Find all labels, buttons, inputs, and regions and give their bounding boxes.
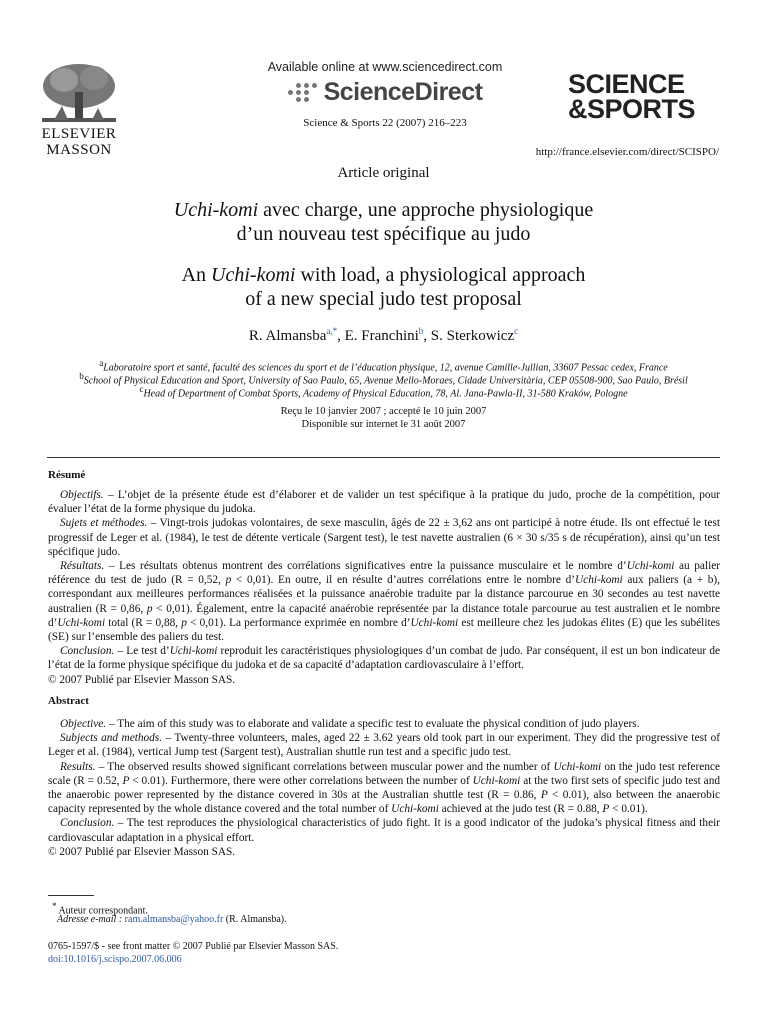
italic-term: P [602,803,610,816]
sciencedirect-dots-icon [288,83,318,102]
title-french [0,198,767,246]
journal-url[interactable]: http://france.elsevier.com/direct/SCISPO/ [535,146,719,158]
abstract-objective [48,717,720,731]
italic-term: Uchi-komi [472,774,521,787]
abstract-heading: Abstract [48,695,89,707]
paragraph-text: – L’objet de la présente étude est d’élaborer et de valider un test spécifique à la pratique du judo, proche de la compétition, pour évaluer l’état de la forme physique du judoka. [48,489,720,516]
paragraph-text: on the judo test reference scale (R = 0.52, [48,760,720,787]
italic-term: Uchi-komi [57,616,106,629]
journal-logo-line1: SCIENCE [568,69,685,99]
paragraph-text: < 0,01). Également, entre la capacité anaérobie représentée par la distance totale parcourue au test australien et le nombre d’ [48,602,720,629]
italic-term: Uchi-komi [626,560,675,573]
title-fr-italic: Uchi-komi [173,199,259,221]
paragraph-text: – The test reproduces the physiological characteristics of judo fight. It is a good indicator of the judoka’s physical fitness and their cardiovascular adaptation in a physical effort. [48,817,720,844]
paragraph-text: au palier référence du test de judo (R = 0,52, [48,560,721,587]
email-link[interactable]: ram.almansba@yahoo.fr [124,914,224,925]
italic-term: Uchi-komi [553,760,602,773]
sciencedirect-logo [240,78,530,107]
paragraph-text: total (R = 0,88, [105,616,182,629]
paragraph-label: Results. [60,760,96,773]
paragraph-text: < 0.01), also between the anaerobic capacity represented by the whole distance covered and the total number of [48,789,720,816]
abstract-copyright: © 2007 Publié par Elsevier Masson SAS. [48,845,236,858]
paragraph-label: Conclusion. [60,817,115,830]
author-name[interactable]: S. Sterkowicz [430,328,515,344]
paragraph-text: est meilleure chez les judokas élites (E) que les subélites (SE) sur l’ensemble des paliers du test. [48,616,721,644]
title-en-rest: with load, a physiological approach [295,264,586,286]
paragraph-label: Subjects and methods. [60,732,163,745]
title-en-pre: An [181,264,212,286]
paragraph-text: – Les résultats obtenus montrent des corrélations significatives entre la puissance musculaire et le nombre d’ [104,560,627,573]
elsevier-tree-icon [34,62,124,126]
author-separator: , [423,328,431,344]
resume-copyright: © 2007 Publié par Elsevier Masson SAS. [48,673,236,686]
italic-term: p [225,574,232,587]
affiliation-text: School of Physical Education and Sport, University of Sao Paulo, 65, Avenue Mello-Moraes, Cidade Universitària, CEP 05508-900, Sao Paulo, Brésil [83,375,688,387]
author-affiliation-sup[interactable]: a,* [326,326,338,336]
sciencedirect-wordmark: ScienceDirect [323,78,483,106]
section-divider [47,457,720,458]
doi-link[interactable]: doi:10.1016/j.scispo.2007.06.006 [48,954,182,965]
footnote-text: Auteur correspondant. [56,905,148,917]
paragraph-text: – Le test d’ [114,645,170,658]
title-fr-rest: avec charge, une approche physiologique [258,199,594,221]
resume-resultats [48,559,720,644]
affiliation [0,383,767,400]
italic-term: p [146,602,153,615]
article-type: Article original [337,165,430,181]
italic-term: P [540,789,548,802]
paragraph-text: – Vingt-trois judokas volontaires, de sexe masculin, âgés de 22 ± 3,62 ans ont participé à notre étude. Ils ont effectué le test progressif de Leger et al. (1984), le test de détente verticale (Sargent test), le test navette australien (6 × 30 s/35 s de récupération), ainsi qu’un test spécifique judo. [48,517,720,558]
footnote-text: (R. Almansba). [223,914,287,925]
journal-reference: Science & Sports 22 (2007) 216–223 [303,117,467,129]
affiliation-text: Head of Department of Combat Sports, Academy of Physical Education, 78, Al. Jana-Pawla-II, 31-580 Kraków, Pologne [143,388,628,400]
italic-term: Uchi-komi [410,616,459,629]
resume-conclusion [48,644,720,672]
author-affiliation-sup[interactable]: b [418,326,424,336]
italic-term: Uchi-komi [575,574,623,587]
italic-term: p [181,616,187,629]
abstract-body [48,717,720,859]
author-list [0,326,767,345]
paragraph-label: Résultats. [60,560,105,573]
title-en-line2: of a new special judo test proposal [245,288,522,310]
footnote-marker: * [52,901,57,911]
resume-objectifs [48,488,720,516]
paragraph-text: – The aim of this study was to elaborate and validate a specific test to evaluate the physical condition of judo players. [106,718,640,730]
paragraph-text: < 0,01). La performance exprimée en nombre d’ [186,616,411,629]
paragraph-label: Conclusion. [60,645,115,658]
paragraph-label: Objective. [60,718,107,730]
email-label: Adresse e-mail : [57,914,123,925]
paragraph-text: < 0.01). Furthermore, there were other correlations between the number of [129,774,473,787]
affiliation-text: Laboratoire sport et santé, faculté des sciences du sport et de l’éducation physique, 12, avenue Camille-Jullian, 33607 Pessac cedex, France [103,362,668,374]
title-english [0,263,767,311]
affiliation-marker: b [79,371,84,381]
affiliation-marker: c [139,384,144,394]
received-accepted-dates: Reçu le 10 janvier 2007 ; accepté le 10 juin 2007 [280,406,487,417]
author-name[interactable]: E. Franchini [344,328,419,344]
publisher-name-line2: MASSON [46,142,112,158]
paragraph-text: < 0.01). [609,803,648,816]
paragraph-label: Objectifs. [60,489,104,501]
author-name[interactable]: R. Almansba [248,328,327,344]
affiliation-marker: a [99,358,104,368]
resume-body [48,488,720,687]
paragraph-text: – Twenty-three volunteers, males, aged 22 ± 3.62 years old took part in our experiment. They did the progressive test of Leger et al. (1984), vertical Jump test (Sargent test), Australian shuttle run test and a specific judo test. [48,732,721,759]
footnote-divider [48,895,94,896]
issn-line: 0765-1597/$ - see front matter © 2007 Publié par Elsevier Masson SAS. [48,941,339,952]
paragraph-text: reproduit les caractéristiques physiologiques d’un combat de judo. Par conséquent, il est un bon indicateur de l’état de la forme physique spécifique du judoka et de sa capacité d’adaptation cardiovasculaire à l’effort. [48,645,720,672]
paragraph-text: achieved at the judo test (R = 0.88, [438,803,603,816]
science-sports-logo [568,69,718,124]
paragraph-text: at the two first sets of specific judo test and the anaerobic power represented by the distance covered in 30s at the Australian shuttle test (R = 0.86, [48,774,720,802]
resume-heading: Résumé [48,469,86,481]
italic-term: Uchi-komi [169,645,218,658]
publisher-name-line1: ELSEVIER [41,126,117,142]
journal-logo-line2: &SPORTS [568,94,696,124]
resume-sujets [48,516,720,559]
paragraph-text: – The observed results showed significant correlations between muscular power and the number of [95,760,554,773]
available-online-date: Disponible sur internet le 31 août 2007 [301,419,466,430]
elsevier-masson-logo [34,62,124,158]
italic-term: Uchi-komi [391,803,439,816]
paragraph-label: Sujets et méthodes. [60,517,148,530]
author-affiliation-sup[interactable]: c [514,326,519,336]
footnote-email [52,913,287,926]
abstract-results [48,760,720,817]
paragraph-text: < 0,01). En outre, il en résulte d’autres corrélations entre le nombre d’ [231,574,576,587]
title-fr-line2: d’un nouveau test spécifique au judo [236,223,531,245]
author-separator: , [337,328,345,344]
paragraph-text: aux paliers (a + b), correspondant aux meilleures performances réalisées et la puissance anaérobie traduite par la distance parcourue en 30 secondes au test navette australien (R = 0,86, [48,574,720,615]
italic-term: P [122,774,130,787]
available-online-text: Available online at www.sciencedirect.com [267,60,503,74]
sciencedirect-header [240,60,530,129]
abstract-subjects [48,731,720,759]
title-en-italic: Uchi-komi [211,264,296,286]
abstract-conclusion [48,816,720,844]
